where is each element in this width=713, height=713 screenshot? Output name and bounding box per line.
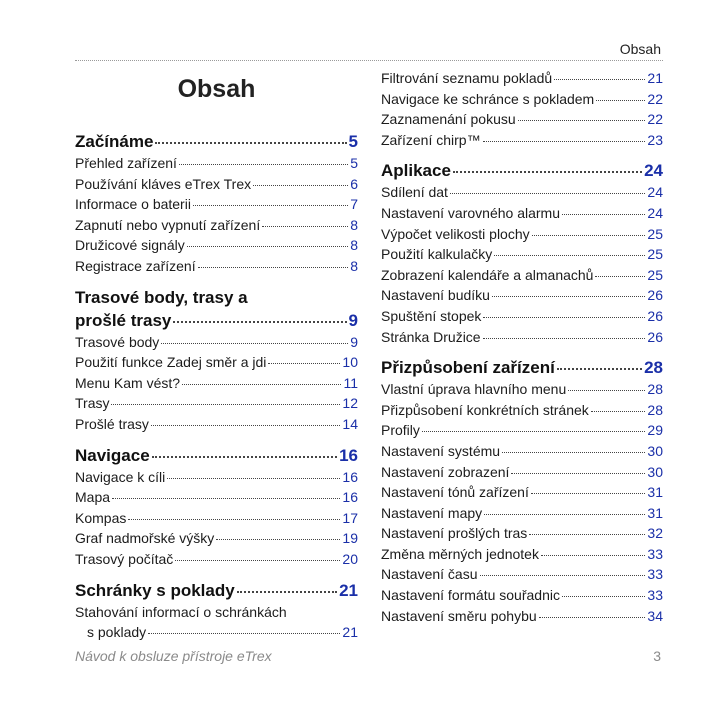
entry-page-number: 11 <box>343 374 358 391</box>
dot-leader <box>112 497 340 499</box>
toc-entry[interactable] <box>75 235 358 256</box>
entry-page-number: 22 <box>647 90 663 107</box>
entry-label: Filtrování seznamu pokladů <box>381 70 553 86</box>
section-label: Začínáme <box>75 132 154 151</box>
toc-entry[interactable] <box>381 130 663 151</box>
entry-label: Graf nadmořské výšky <box>75 530 215 547</box>
section-spacer <box>381 347 663 356</box>
toc-entry[interactable] <box>381 503 663 524</box>
header-rule <box>75 60 663 61</box>
entry-label: Prošlé trasy <box>75 415 149 432</box>
toc-section-heading[interactable] <box>75 444 358 467</box>
entry-page-number: 23 <box>647 131 663 148</box>
entry-label: Navigace ke schránce s pokladem <box>381 90 595 107</box>
toc-entry[interactable] <box>75 508 358 529</box>
section-page-number: 9 <box>348 310 358 330</box>
toc-section-heading[interactable] <box>381 159 663 182</box>
entry-label: Zapnutí nebo vypnutí zařízení <box>75 216 261 233</box>
dot-leader <box>518 119 646 121</box>
entry-label: Změna měrných jednotek <box>381 545 539 562</box>
dot-leader <box>595 275 645 277</box>
toc-entry[interactable] <box>75 393 358 414</box>
entry-page-number: 17 <box>342 509 358 526</box>
toc-entry[interactable] <box>381 400 663 421</box>
dot-leader <box>541 554 645 556</box>
toc-entry[interactable] <box>75 487 358 508</box>
dot-leader <box>483 140 646 142</box>
dot-leader <box>422 430 646 432</box>
entry-label: Mapa <box>75 489 111 506</box>
entry-page-number: 28 <box>647 381 663 398</box>
entry-page-number: 25 <box>647 246 663 263</box>
dot-leader <box>268 362 340 364</box>
dot-leader <box>596 99 645 101</box>
entry-label: Trasové body <box>75 333 160 350</box>
toc-entry[interactable] <box>75 622 358 643</box>
entry-page-number: 9 <box>350 333 358 350</box>
section-label: Schránky s poklady <box>75 580 235 600</box>
entry-page-number: 31 <box>647 504 663 521</box>
entry-page-number: 33 <box>647 587 663 604</box>
dot-leader <box>216 538 340 540</box>
dot-leader <box>253 184 348 186</box>
section-page-number: 5 <box>348 132 358 151</box>
entry-page-number: 31 <box>647 484 663 501</box>
entry-page-number: 10 <box>342 354 358 371</box>
entry-page-number: 26 <box>647 307 663 324</box>
section-spacer <box>381 150 663 159</box>
dot-leader <box>480 574 646 576</box>
dot-leader <box>151 424 341 426</box>
toc-entry[interactable] <box>381 379 663 400</box>
dot-leader <box>179 163 348 165</box>
toc-entry[interactable] <box>381 462 663 483</box>
toc-entry[interactable] <box>75 215 358 236</box>
section-spacer <box>75 570 358 579</box>
entry-page-number: 21 <box>342 624 358 641</box>
entry-label: Použití funkce Zadej směr a jdi <box>75 354 267 371</box>
dot-leader <box>262 225 348 227</box>
entry-page-number: 26 <box>647 328 663 345</box>
entry-page-number: 16 <box>342 468 358 485</box>
running-header: Obsah <box>619 41 661 57</box>
entry-page-number: 30 <box>647 442 663 459</box>
entry-label: Nastavení prošlých tras <box>381 525 528 542</box>
section-label: Přizpůsobení zařízení <box>381 358 555 378</box>
dot-leader <box>167 477 340 479</box>
toc-entry[interactable] <box>381 224 663 245</box>
toc-entry[interactable] <box>381 523 663 544</box>
dot-leader <box>161 342 348 344</box>
dot-leader <box>532 234 646 236</box>
dot-leader <box>148 632 340 634</box>
dot-leader <box>511 472 645 474</box>
entry-label: Sdílení dat <box>381 184 448 201</box>
entry-label: Přehled zařízení <box>75 155 177 171</box>
entry-page-number: 30 <box>647 463 663 480</box>
entry-label: Menu Kam vést? <box>75 374 181 391</box>
entry-label: Nastavení budíku <box>381 287 490 304</box>
entry-page-number: 21 <box>647 70 663 86</box>
toc-entry[interactable] <box>381 203 663 224</box>
toc-right-column <box>381 68 663 626</box>
entry-page-number: 32 <box>647 525 663 542</box>
entry-label: Nastavení systému <box>381 442 501 459</box>
entry-page-number: 8 <box>350 216 358 233</box>
entry-page-number: 22 <box>647 111 663 128</box>
section-label-line1[interactable]: Trasové body, trasy a <box>75 287 248 307</box>
entry-page-number: 16 <box>342 489 358 506</box>
entry-label: Zobrazení kalendáře a almanachů <box>381 266 594 283</box>
toc-entry[interactable] <box>381 89 663 110</box>
entry-page-number: 29 <box>647 422 663 439</box>
dot-leader <box>152 455 337 458</box>
entry-label: Registrace zařízení <box>75 257 196 274</box>
entry-label: Nastavení mapy <box>381 504 483 521</box>
entry-page-number: 26 <box>647 287 663 304</box>
entry-label: Nastavení času <box>381 566 478 583</box>
dot-leader <box>128 518 340 520</box>
dot-leader <box>554 78 645 80</box>
toc-entry[interactable] <box>381 585 663 606</box>
entry-label: Výpočet velikosti plochy <box>381 225 530 242</box>
entry-label: Používání kláves eTrex Trex <box>75 175 252 192</box>
section-label-line2: prošlé trasy <box>75 310 172 330</box>
toc-title: Obsah <box>177 75 256 103</box>
toc-entry[interactable] <box>75 467 358 488</box>
entry-label: Nastavení varovného alarmu <box>381 204 560 221</box>
entry-label-line2: s poklady <box>87 624 147 641</box>
entry-page-number: 24 <box>647 184 663 201</box>
toc-section-heading[interactable] <box>75 309 358 332</box>
toc-left-list <box>75 130 358 643</box>
entry-label: Stránka Družice <box>381 328 481 345</box>
toc-entry[interactable] <box>381 441 663 462</box>
entry-label: Nastavení zobrazení <box>381 463 510 480</box>
entry-label: Vlastní úprava hlavního menu <box>381 381 567 398</box>
toc-entry[interactable] <box>381 182 663 203</box>
dot-leader <box>502 451 645 453</box>
section-page-number: 28 <box>644 358 663 378</box>
entry-page-number: 33 <box>647 545 663 562</box>
entry-page-number: 25 <box>647 266 663 283</box>
toc-section-heading[interactable] <box>75 579 358 602</box>
dot-leader <box>494 254 645 256</box>
section-spacer <box>75 277 358 286</box>
toc-entry[interactable] <box>75 256 358 277</box>
dot-leader <box>187 245 348 247</box>
dot-leader <box>568 389 645 391</box>
entry-label: Kompas <box>75 509 127 526</box>
entry-label: Nastavení formátu souřadnic <box>381 587 560 604</box>
entry-page-number: 14 <box>342 415 358 432</box>
toc-entry[interactable] <box>381 564 663 585</box>
dot-leader <box>591 410 646 412</box>
dot-leader <box>111 403 340 405</box>
dot-leader <box>539 616 646 618</box>
dot-leader <box>453 170 642 173</box>
entry-label: Družicové signály <box>75 237 185 254</box>
entry-page-number: 19 <box>342 530 358 547</box>
dot-leader <box>531 492 646 494</box>
section-label: Aplikace <box>381 161 451 181</box>
toc-entry[interactable] <box>381 285 663 306</box>
entry-label: Trasy <box>75 395 110 412</box>
section-spacer <box>75 435 358 444</box>
footer-manual-title: Návod k obsluze přístroje eTrex <box>75 648 272 664</box>
entry-label: Spuštění stopek <box>381 307 482 324</box>
toc-left-column <box>75 68 358 643</box>
dot-leader <box>557 367 642 370</box>
toc-entry[interactable] <box>381 265 663 286</box>
toc-entry[interactable] <box>381 306 663 327</box>
toc-entry[interactable] <box>75 528 358 549</box>
entry-page-number: 24 <box>647 204 663 221</box>
dot-leader <box>182 383 341 385</box>
toc-right-list <box>381 68 663 626</box>
entry-label: Informace o baterii <box>75 196 191 213</box>
toc-entry[interactable] <box>381 482 663 503</box>
toc-entry[interactable] <box>381 544 663 565</box>
toc-section-heading[interactable] <box>75 130 358 153</box>
dot-leader <box>483 316 645 318</box>
toc-entry[interactable] <box>75 549 358 570</box>
section-label: Navigace <box>75 445 150 465</box>
dot-leader <box>529 533 645 535</box>
entry-page-number: 33 <box>647 566 663 583</box>
entry-page-number: 8 <box>350 257 358 274</box>
dot-leader <box>450 192 645 194</box>
entry-label: Nastavení směru pohybu <box>381 607 537 624</box>
entry-page-number: 6 <box>350 175 358 192</box>
toc-entry[interactable] <box>75 194 358 215</box>
dot-leader <box>155 141 346 144</box>
entry-page-number: 28 <box>647 401 663 418</box>
toc-entry[interactable] <box>381 420 663 441</box>
entry-label: Trasový počítač <box>75 550 174 567</box>
toc-entry[interactable] <box>381 109 663 130</box>
entry-label: Zařízení chirp™ <box>381 131 481 148</box>
entry-label: Použití kalkulačky <box>381 246 493 263</box>
section-page-number: 21 <box>339 580 358 600</box>
dot-leader <box>198 266 349 268</box>
footer-page-number: 3 <box>653 648 661 664</box>
entry-page-number: 25 <box>647 225 663 242</box>
entry-label: Profily <box>381 422 420 439</box>
toc-entry[interactable] <box>75 174 358 195</box>
toc-entry[interactable] <box>381 244 663 265</box>
section-page-number: 24 <box>644 161 663 181</box>
dot-leader <box>193 204 348 206</box>
toc-entry[interactable] <box>75 153 358 174</box>
toc-entry[interactable] <box>75 352 358 373</box>
entry-page-number: 5 <box>350 155 358 171</box>
dot-leader <box>484 513 645 515</box>
entry-label-line1[interactable]: Stahování informací o schránkách <box>75 603 287 620</box>
entry-label: Nastavení tónů zařízení <box>381 484 529 501</box>
dot-leader <box>237 590 337 593</box>
dot-leader <box>483 337 646 339</box>
dot-leader <box>562 213 645 215</box>
dot-leader <box>562 595 645 597</box>
entry-page-number: 34 <box>647 607 663 624</box>
toc-entry[interactable] <box>75 414 358 435</box>
dot-leader <box>175 559 340 561</box>
entry-page-number: 12 <box>342 395 358 412</box>
entry-page-number: 7 <box>350 196 358 213</box>
toc-section-heading[interactable] <box>381 356 663 379</box>
toc-entry[interactable] <box>381 327 663 348</box>
entry-label: Zaznamenání pokusu <box>381 111 516 128</box>
dot-leader <box>173 320 346 323</box>
toc-entry[interactable] <box>381 68 663 89</box>
toc-entry[interactable] <box>75 332 358 353</box>
section-page-number: 16 <box>339 445 358 465</box>
toc-entry[interactable] <box>75 373 358 394</box>
toc-entry[interactable] <box>381 606 663 627</box>
entry-label: Přizpůsobení konkrétních stránek <box>381 401 589 418</box>
entry-page-number: 8 <box>350 237 358 254</box>
dot-leader <box>492 295 645 297</box>
entry-label: Navigace k cíli <box>75 468 166 485</box>
entry-page-number: 20 <box>342 550 358 567</box>
